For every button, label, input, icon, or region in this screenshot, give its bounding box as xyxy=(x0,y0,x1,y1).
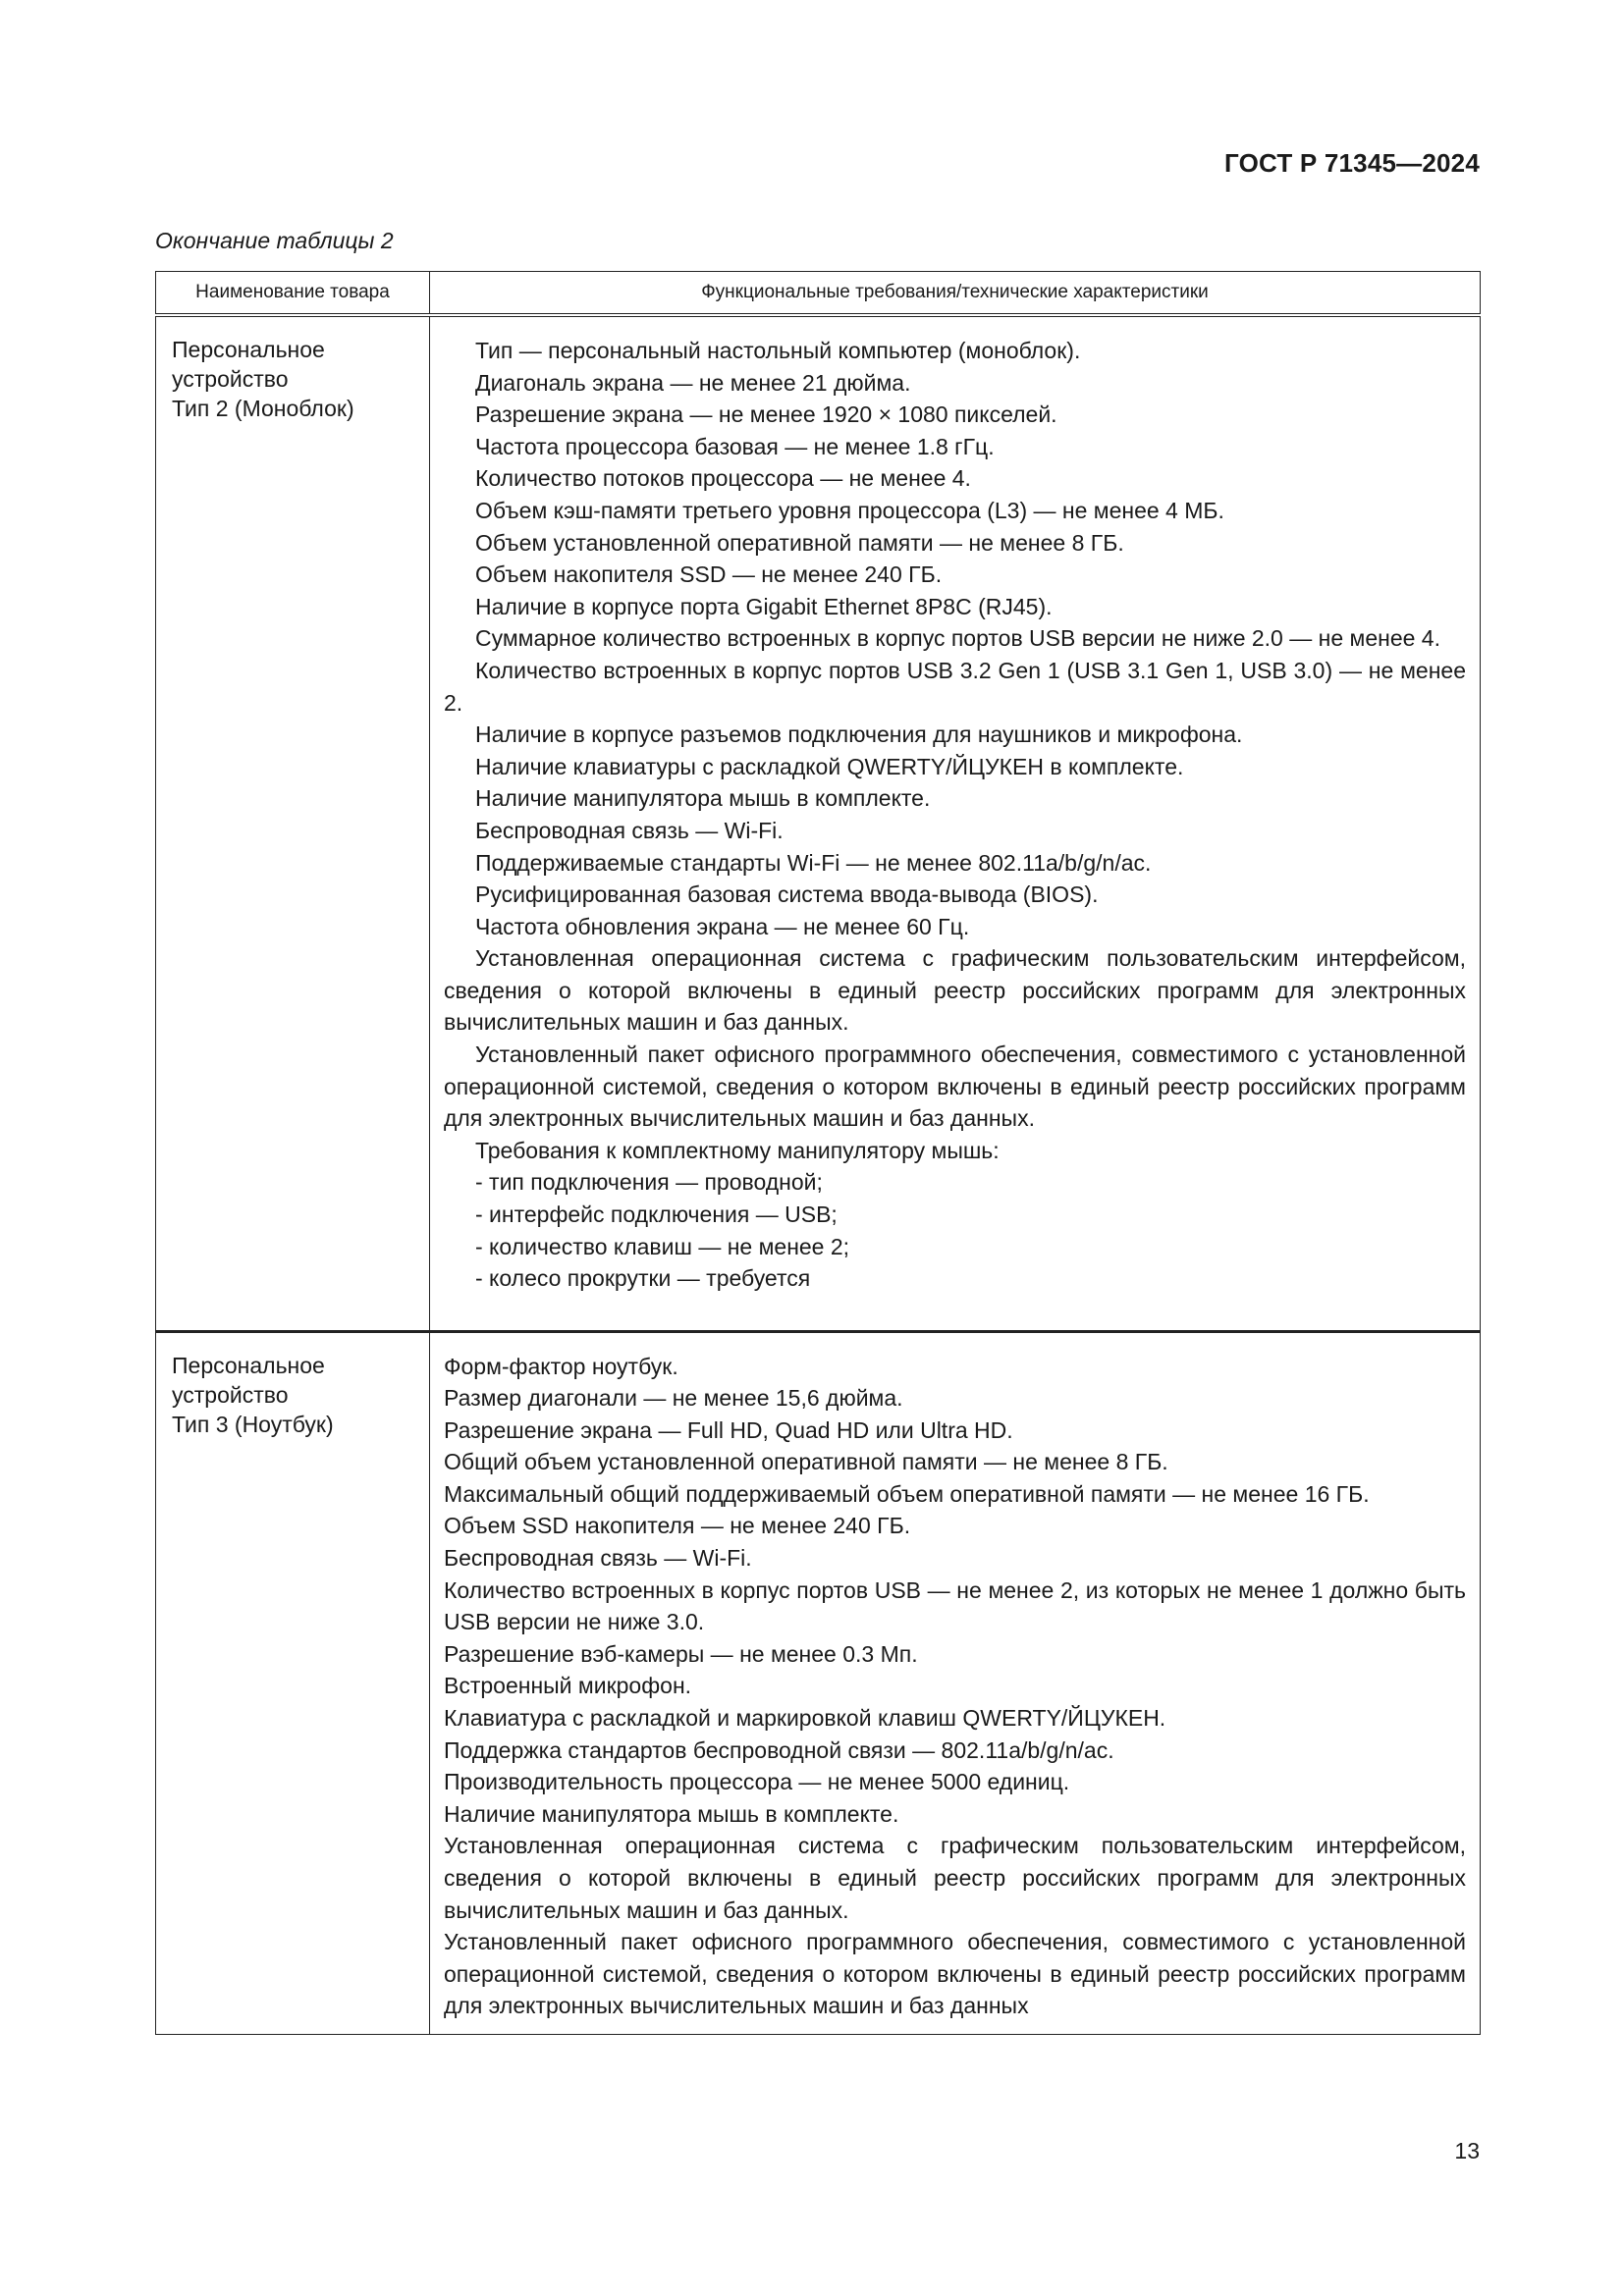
spec-line: Диагональ экрана — не менее 21 дюйма. xyxy=(475,369,911,396)
document-code: ГОСТ Р 71345—2024 xyxy=(1224,148,1480,178)
spec-cell xyxy=(430,1331,1481,2034)
product-name-line: Персональное xyxy=(172,1352,325,1378)
spec-line: Объем установленной оперативной памяти — не менее 8 ГБ. xyxy=(475,529,1124,556)
spec-line: Объем SSD накопителя — не менее 240 ГБ. xyxy=(444,1513,911,1539)
spec-line: Наличие в корпусе разъемов подключения для наушников и микрофона. xyxy=(475,721,1243,748)
spec-line: Объем кэш-памяти третьего уровня процессора (L3) — не менее 4 МБ. xyxy=(475,497,1224,523)
spec-line: Беспроводная связь — Wi-Fi. xyxy=(475,817,784,843)
product-name-line: Тип 3 (Ноутбук) xyxy=(172,1411,334,1437)
spec-line: Поддержка стандартов беспроводной связи — 802.11a/b/g/n/ac. xyxy=(444,1736,1114,1763)
spec-line: - количество клавиш — не менее 2; xyxy=(475,1233,850,1259)
table-row-monoblock xyxy=(156,315,1481,1331)
spec-line: Русифицированная базовая система ввода-вывода (BIOS). xyxy=(475,881,1099,908)
spec-line: Установленная операционная система с графическим пользовательским интерфейсом, сведения о которой включены в единый реестр российских программ для электронных вычислительных машин и баз данных. xyxy=(444,945,1466,1036)
table-caption: Окончание таблицы 2 xyxy=(155,228,394,253)
product-name-line: устройство xyxy=(172,1381,289,1408)
product-name-line: Персональное xyxy=(172,337,325,362)
spec-line: Поддерживаемые стандарты Wi-Fi — не менее 802.11a/b/g/n/ac. xyxy=(475,849,1152,876)
spec-line: Количество потоков процессора — не менее 4. xyxy=(475,465,971,492)
spec-line: Тип — персональный настольный компьютер (моноблок). xyxy=(475,338,1081,363)
spec-line: Количество встроенных в корпус портов USB — не менее 2, из которых не менее 1 должно быть USB версии не ниже 3.0. xyxy=(444,1576,1466,1635)
spec-line: Форм-фактор ноутбук. xyxy=(444,1353,678,1379)
spec-line: Беспроводная связь — Wi-Fi. xyxy=(444,1545,752,1572)
spec-line: Частота процессора базовая — не менее 1.8 гГц. xyxy=(475,433,995,459)
spec-line: Объем накопителя SSD — не менее 240 ГБ. xyxy=(475,561,943,588)
column-header-name: Наименование товара xyxy=(156,272,430,316)
spec-line: Количество встроенных в корпус портов USB 3.2 Gen 1 (USB 3.1 Gen 1, USB 3.0) — не менее 2. xyxy=(444,657,1466,716)
spec-line: Разрешение вэб-камеры — не менее 0.3 Мп. xyxy=(444,1640,918,1667)
spec-line: Клавиатура с раскладкой и маркировкой клавиш QWERTY/ЙЦУКЕН. xyxy=(444,1705,1166,1732)
product-name-line: устройство xyxy=(172,366,289,392)
spec-line: Установленный пакет офисного программного обеспечения, совместимого с установленной операционной системой, сведения о котором включены в единый реестр российских программ для электронных вычислительных машин и баз данных. xyxy=(444,1041,1466,1132)
spec-line: Разрешение экрана — не менее 1920 × 1080 пикселей. xyxy=(475,401,1057,428)
spec-table xyxy=(155,271,1481,2035)
spec-line: Наличие в корпусе порта Gigabit Ethernet 8P8C (RJ45). xyxy=(475,593,1053,619)
spec-line: - колесо прокрутки — требуется xyxy=(475,1265,811,1292)
product-name-cell xyxy=(156,315,430,1331)
spec-line: - интерфейс подключения — USB; xyxy=(475,1201,838,1228)
spec-line: Общий объем установленной оперативной памяти — не менее 8 ГБ. xyxy=(444,1449,1168,1475)
spec-line: - тип подключения — проводной; xyxy=(475,1169,823,1196)
spec-line: Разрешение экрана — Full HD, Quad HD или Ultra HD. xyxy=(444,1416,1013,1443)
spec-line: Частота обновления экрана — не менее 60 Гц. xyxy=(475,913,970,939)
spec-line: Максимальный общий поддерживаемый объем оперативной памяти — не менее 16 ГБ. xyxy=(444,1480,1370,1507)
spec-line: Требования к комплектному манипулятору мышь: xyxy=(475,1137,1000,1163)
table-header-row xyxy=(156,272,1481,316)
spec-line: Наличие клавиатуры с раскладкой QWERTY/ЙЦУКЕН в комплекте. xyxy=(475,753,1184,779)
spec-line: Наличие манипулятора мышь в комплекте. xyxy=(475,785,931,812)
page-number: 13 xyxy=(1454,2138,1480,2163)
spec-line: Встроенный микрофон. xyxy=(444,1673,692,1699)
spec-line: Производительность процессора — не менее 5000 единиц. xyxy=(444,1769,1070,1795)
product-name-line: Тип 2 (Моноблок) xyxy=(172,396,354,421)
spec-cell xyxy=(430,315,1481,1331)
spec-line: Суммарное количество встроенных в корпус портов USB версии не ниже 2.0 — не менее 4. xyxy=(475,625,1440,652)
spec-line: Размер диагонали — не менее 15,6 дюйма. xyxy=(444,1385,903,1412)
product-name-cell xyxy=(156,1331,430,2034)
spec-line: Установленная операционная система с графическим пользовательским интерфейсом, сведения о которой включены в единый реестр российских программ для электронных вычислительных машин и баз данных. xyxy=(444,1833,1466,1923)
spec-line: Установленный пакет офисного программного обеспечения, совместимого с установленной операционной системой, сведения о котором включены в единый реестр российских программ для электронных вычислительных машин и баз данных xyxy=(444,1929,1466,2019)
table-row-laptop xyxy=(156,1331,1481,2034)
column-header-specs: Функциональные требования/технические характеристики xyxy=(430,272,1481,316)
spec-line: Наличие манипулятора мышь в комплекте. xyxy=(444,1800,899,1827)
